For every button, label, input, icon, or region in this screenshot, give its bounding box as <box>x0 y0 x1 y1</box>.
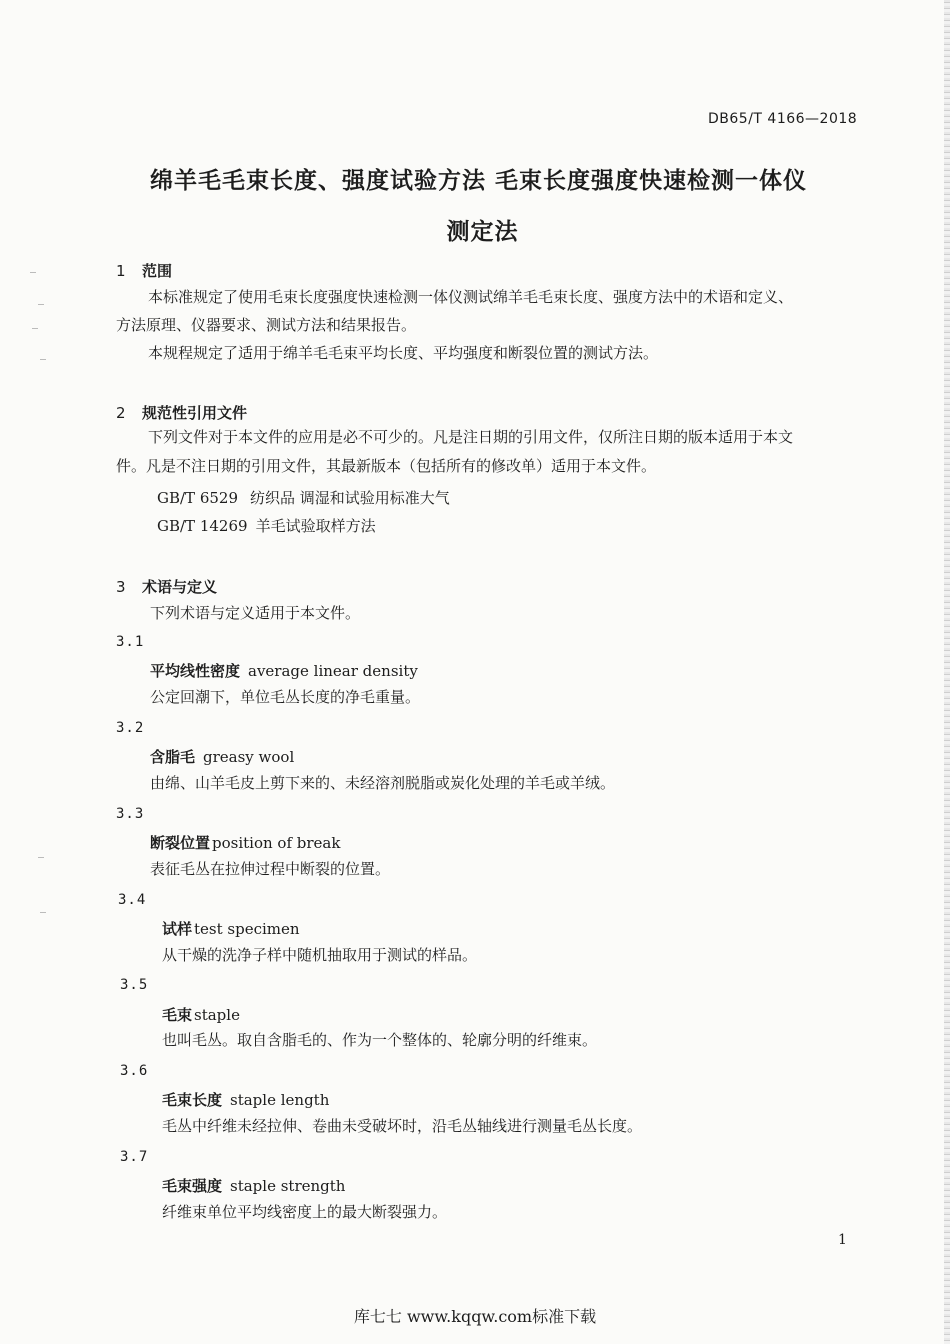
reference-item <box>157 515 376 536</box>
section-title: 规范性引用文件 <box>142 404 248 422</box>
scan-mark <box>38 304 44 305</box>
scan-mark <box>32 328 38 329</box>
section-1-heading <box>116 260 172 281</box>
section-1-paragraph-1a: 本标准规定了使用毛束长度强度快速检测一体仪测试绵羊毛毛束长度、强度方法中的术语和定义、 <box>148 288 794 306</box>
term-zh: 毛束强度 <box>162 1177 223 1195</box>
scan-mark <box>30 272 36 273</box>
section-2-paragraph-1a: 下列文件对于本文件的应用是必不可少的。凡是注日期的引用文件，仅所注日期的版本适用于本文 <box>148 428 794 446</box>
term-number: 3.6 <box>120 1063 149 1079</box>
section-2-heading <box>116 402 247 423</box>
term-heading <box>150 746 294 767</box>
standard-number: DB65/T 4166—2018 <box>708 111 858 127</box>
scan-mark <box>40 912 46 913</box>
section-2-paragraph-1b: 件。凡是不注日期的引用文件，其最新版本（包括所有的修改单）适用于本文件。 <box>116 457 657 475</box>
scan-mark <box>40 359 46 360</box>
term-definition: 由绵、山羊毛皮上剪下来的、未经溶剂脱脂或炭化处理的羊毛或羊绒。 <box>150 774 616 792</box>
section-number: 2 <box>116 404 126 422</box>
term-zh: 试样 <box>162 920 193 938</box>
section-3-heading <box>116 576 217 597</box>
term-en: greasy wool <box>203 748 295 766</box>
page-number: 1 <box>838 1232 847 1248</box>
section-number: 3 <box>116 578 126 596</box>
term-heading <box>150 660 418 681</box>
term-zh: 毛束长度 <box>162 1091 223 1109</box>
term-definition: 从干燥的洗净子样中随机抽取用于测试的样品。 <box>162 946 478 964</box>
section-title: 范围 <box>142 262 173 280</box>
term-number: 3.4 <box>118 892 147 908</box>
term-zh: 含脂毛 <box>150 748 196 766</box>
document-title-line-2: 测定法 <box>446 219 519 245</box>
term-number: 3.2 <box>116 720 145 736</box>
reference-item <box>157 487 450 508</box>
section-title: 术语与定义 <box>142 578 218 596</box>
reference-name: 纺织品 调湿和试验用标准大气 <box>250 489 450 507</box>
reference-code: GB/T 6529 <box>157 489 239 507</box>
term-heading <box>162 1175 345 1196</box>
term-en: test specimen <box>194 920 300 938</box>
term-heading <box>162 918 300 939</box>
document-title-line-1: 绵羊毛毛束长度、强度试验方法 毛束长度强度快速检测一体仪 <box>150 168 808 194</box>
term-en: staple length <box>230 1091 330 1109</box>
term-en: staple <box>194 1006 240 1024</box>
term-en: staple strength <box>230 1177 346 1195</box>
term-heading <box>162 1089 329 1110</box>
term-number: 3.1 <box>116 634 145 650</box>
term-heading <box>150 832 340 853</box>
term-zh: 毛束 <box>162 1006 193 1024</box>
reference-name: 羊毛试验取样方法 <box>255 517 376 535</box>
section-1-paragraph-1b: 方法原理、仪器要求、测试方法和结果报告。 <box>116 316 417 334</box>
section-number: 1 <box>116 262 126 280</box>
term-definition: 公定回潮下，单位毛丛长度的净毛重量。 <box>150 688 421 706</box>
section-1-paragraph-2: 本规程规定了适用于绵羊毛毛束平均长度、平均强度和断裂位置的测试方法。 <box>148 344 659 362</box>
scan-mark <box>38 857 44 858</box>
term-zh: 断裂位置 <box>150 834 211 852</box>
term-definition: 纤维束单位平均线密度上的最大断裂强力。 <box>162 1203 448 1221</box>
term-en: position of break <box>212 834 341 852</box>
term-number: 3.5 <box>120 977 149 993</box>
term-definition: 表征毛丛在拉伸过程中断裂的位置。 <box>150 860 391 878</box>
term-number: 3.3 <box>116 806 145 822</box>
term-en: average linear density <box>248 662 418 680</box>
footer-watermark: 库七七 www.kqqw.com标准下载 <box>353 1307 597 1326</box>
term-zh: 平均线性密度 <box>150 662 241 680</box>
section-3-intro: 下列术语与定义适用于本文件。 <box>150 604 361 622</box>
term-number: 3.7 <box>120 1149 149 1165</box>
reference-code: GB/T 14269 <box>157 517 248 535</box>
term-definition: 也叫毛丛。取自含脂毛的、作为一个整体的、轮廓分明的纤维束。 <box>162 1031 598 1049</box>
term-heading <box>162 1004 240 1025</box>
scan-edge <box>944 0 950 1344</box>
term-definition: 毛丛中纤维未经拉伸、卷曲未受破坏时，沿毛丛轴线进行测量毛丛长度。 <box>162 1117 643 1135</box>
